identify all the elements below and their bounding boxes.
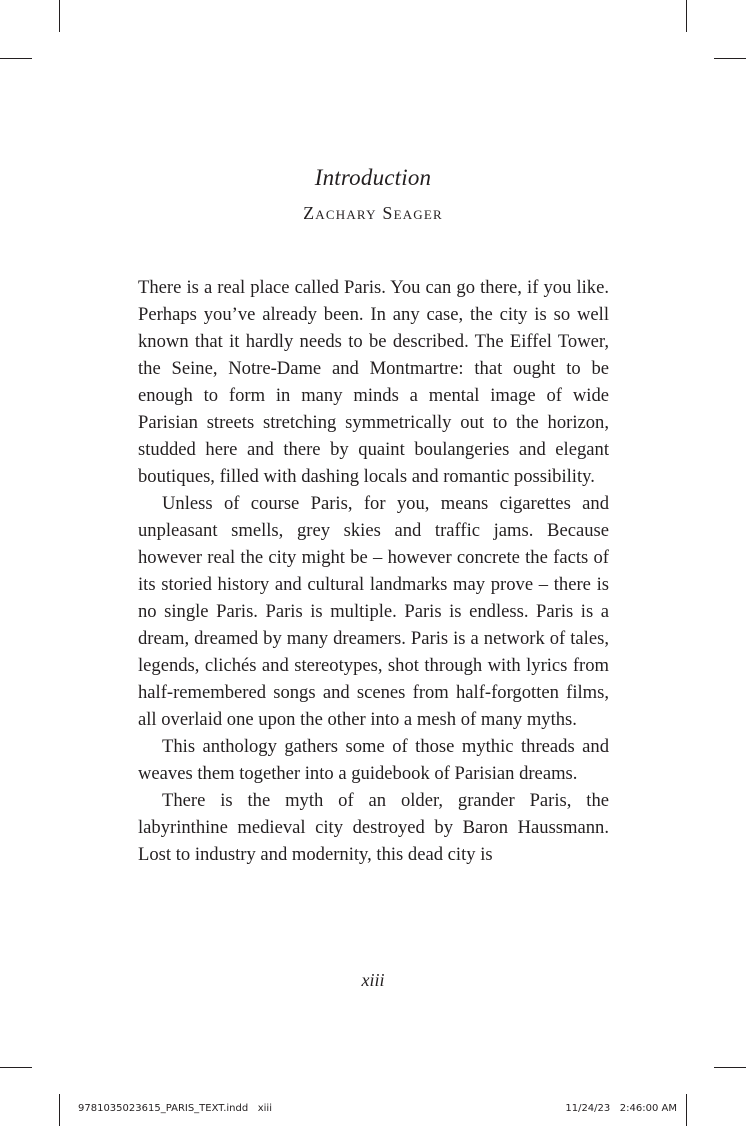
page-number: xiii bbox=[361, 970, 385, 990]
crop-mark-right-top bbox=[714, 58, 746, 59]
crop-mark-bottom-right bbox=[686, 1094, 687, 1126]
chapter-title: Introduction bbox=[314, 165, 432, 190]
chapter-author: Zachary Seager bbox=[303, 203, 443, 223]
slug-filename: 9781035023615_PARIS_TEXT.indd xiii bbox=[78, 1103, 272, 1114]
slug-datetime: 11/24/23 2:46:00 AM bbox=[565, 1103, 677, 1114]
paragraph: This anthology gathers some of those mythic threads and weaves them together into a guidebook of Parisian dreams. bbox=[138, 736, 609, 784]
crop-mark-left-top bbox=[0, 58, 32, 59]
paragraph: Unless of course Paris, for you, means cigarettes and unpleasant smells, grey skies and traffic jams. Because however real the city might be – however concrete the facts of its storied history and cultural landmarks may prove – there is no single Paris. Paris is multiple. Paris is endless. Paris is a dream, dreamed by many dreamers. Paris is a network of tales, legends, clichés and stereotypes, shot through with lyrics from half-remembered songs and scenes from half-forgotten films, all overlaid one upon the other into a mesh of many myths. bbox=[138, 493, 609, 730]
paragraph: There is a real place called Paris. You can go there, if you like. Perhaps you’ve already been. In any case, the city is so well known that it hardly needs to be described. The Eiffel Tower, the Seine, Notre-Dame and Montmartre: that ought to be enough to form in many minds a mental image of wide Parisian streets stretching symmetrically out to the horizon, studded here and there by quaint boulangeries and elegant boutiques, filled with dashing locals and romantic possibility. bbox=[138, 277, 609, 487]
crop-mark-top-right bbox=[686, 0, 687, 32]
crop-mark-left-bottom bbox=[0, 1067, 32, 1068]
crop-mark-bottom-left bbox=[59, 1094, 60, 1126]
paragraph: There is the myth of an older, grander Paris, the labyrinthine medieval city destroyed by Baron Haussmann. Lost to industry and modernity, this dead city is bbox=[138, 790, 609, 865]
crop-mark-right-bottom bbox=[714, 1067, 746, 1068]
crop-mark-top-left bbox=[59, 0, 60, 32]
body-text bbox=[138, 274, 609, 868]
